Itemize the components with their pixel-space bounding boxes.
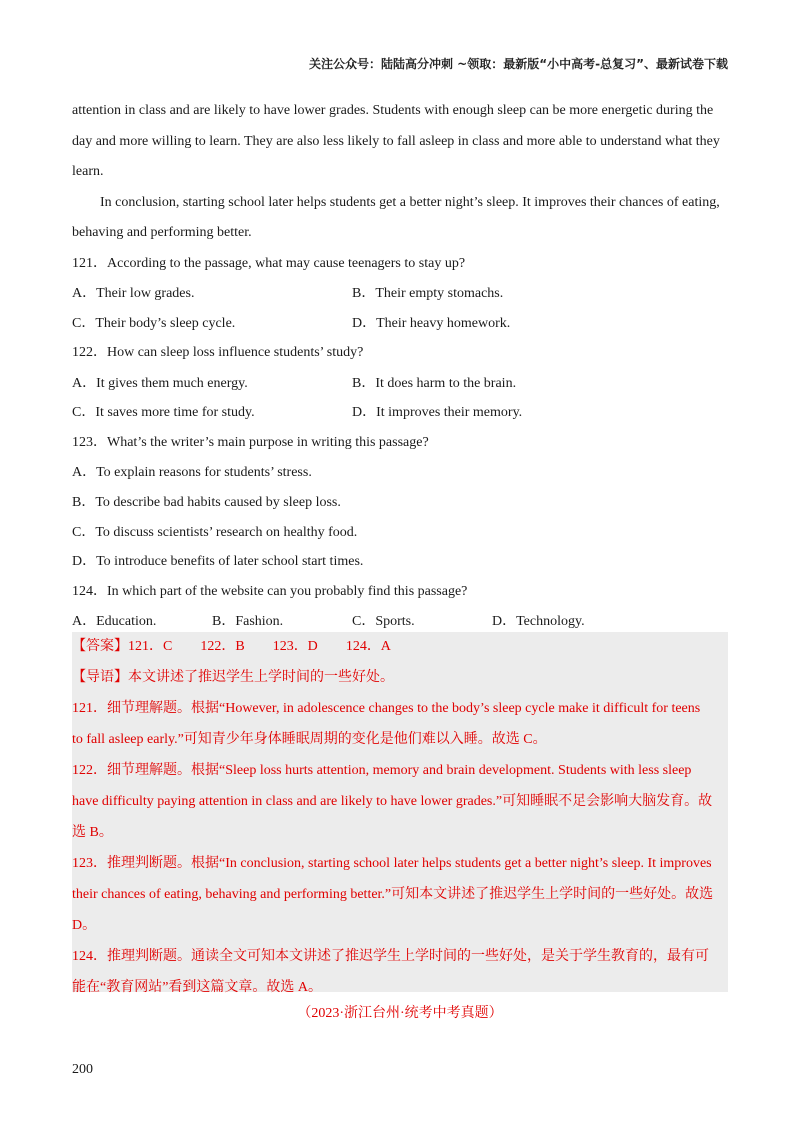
explanation-line: have difficulty paying attention in class and are likely to have lower grades.”可知睡眠不足会影响大脑发育。故 (72, 794, 713, 809)
explanation-line: 122．细节理解题。根据“Sleep loss hurts attention, memory and brain development. Students with less sleep (72, 763, 692, 778)
option-b: B．It does harm to the brain. (352, 375, 517, 391)
answer-key-line (72, 632, 728, 663)
question-121 (72, 249, 728, 339)
question-stem: 121．According to the passage, what may cause teenagers to stay up? (72, 255, 466, 271)
passage-line: behaving and performing better. (72, 225, 252, 240)
option-a: A．Education. (72, 614, 157, 630)
option-d: D．Technology. (492, 614, 585, 630)
question-124 (72, 577, 728, 637)
option-c: C．To discuss scientists’ research on healthy food. (72, 524, 358, 540)
option-a: A．To explain reasons for students’ stress. (72, 465, 312, 481)
explanation-line: 123．推理判断题。根据“In conclusion, starting school later helps students get a better night’s sleep. It improves (72, 856, 712, 871)
option-c: C．Sports. (352, 614, 415, 630)
passage-line: learn. (72, 164, 104, 179)
option-d: D．Their heavy homework. (352, 315, 511, 331)
answer-item: 122．B (200, 639, 245, 654)
question-stem: 124．In which part of the website can you probably find this passage? (72, 583, 468, 599)
explanation-line: 选 B。 (72, 825, 113, 840)
page-header: 关注公众号：陆陆高分冲刺 ~领取：最新版“小中高考-总复习”、最新试卷下载 (309, 57, 728, 71)
passage-line: In conclusion, starting school later helps students get a better night’s sleep. It improves their chances of eating, (100, 194, 720, 210)
source-citation: （2023·浙江台州·统考中考真题） (297, 1006, 503, 1021)
option-a: A．Their low grades. (72, 286, 195, 301)
explanation-line: 124．推理判断题。通读全文可知本文讲述了推迟学生上学时间的一些好处，是关于学生教育的，最有可 (72, 949, 709, 964)
option-d: D．To introduce benefits of later school start times. (72, 554, 364, 570)
answer-item: 121．C (128, 639, 173, 654)
option-d: D．It improves their memory. (352, 405, 523, 421)
passage-and-questions (72, 96, 728, 637)
question-stem: 122．How can sleep loss influence students’ study? (72, 345, 364, 361)
option-b: B．Their empty stomachs. (352, 286, 504, 301)
explanation-line: to fall asleep early.”可知青少年身体睡眠周期的变化是他们难以入睡。故选 C。 (72, 732, 547, 747)
explanation-line: their chances of eating, behaving and performing better.”可知本文讲述了推迟学生上学时间的一些好处。故选 (72, 887, 714, 902)
passage-line: attention in class and are likely to have lower grades. Students with enough sleep can be more energetic during the (72, 103, 714, 118)
option-c: C．It saves more time for study. (72, 405, 255, 421)
answer-label: 【答案】 (72, 639, 128, 654)
answer-section (72, 632, 728, 1003)
question-122 (72, 338, 728, 428)
question-stem: 123．What’s the writer’s main purpose in writing this passage? (72, 434, 429, 450)
answer-item: 124．A (345, 639, 391, 654)
option-b: B．Fashion. (212, 614, 284, 630)
passage-line: day and more willing to learn. They are also less likely to fall asleep in class and more able to understand what they (72, 133, 720, 149)
option-c: C．Their body’s sleep cycle. (72, 315, 236, 331)
option-a: A．It gives them much energy. (72, 375, 248, 391)
guide-line: 【导语】本文讲述了推迟学生上学时间的一些好处。 (72, 669, 394, 685)
question-123 (72, 428, 728, 577)
explanation-line: 121．细节理解题。根据“However, in adolescence changes to the body’s sleep cycle make it difficult for teens (72, 701, 701, 716)
answer-item: 123．D (272, 639, 318, 654)
page-number: 200 (72, 1062, 93, 1077)
explanation-line: 能在“教育网站”看到这篇文章。故选 A。 (72, 980, 323, 995)
option-b: B．To describe bad habits caused by sleep loss. (72, 494, 341, 510)
explanation-line: D。 (72, 918, 97, 933)
